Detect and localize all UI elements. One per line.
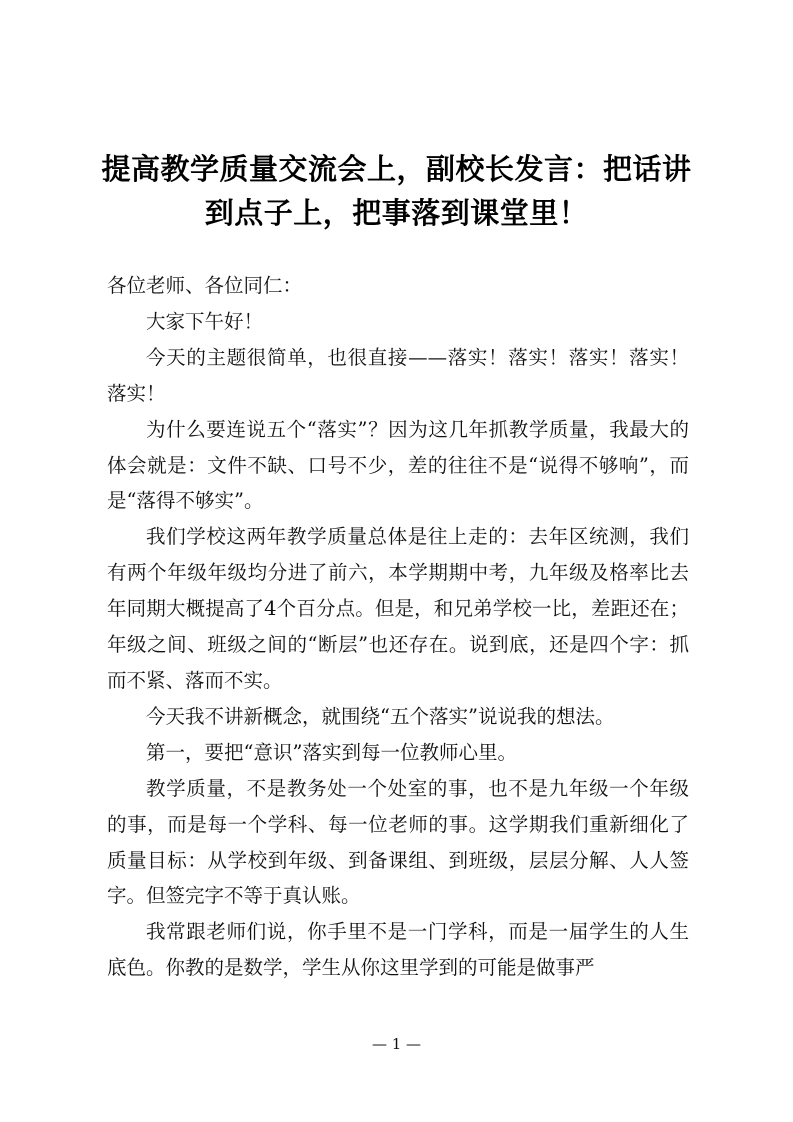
paragraph: 为什么要连说五个“落实”？因为这几年抓教学质量，我最大的体会就是：文件不缺、口号不少，差的往往不是“说得不够响”，而是“落得不够实”。 [107, 417, 689, 513]
paragraph: 今天的主题很简单，也很直接——落实！落实！落实！落实！落实！ [107, 345, 689, 405]
document-body [107, 268, 689, 986]
document-title: 提高教学质量交流会上，副校长发言：把话讲到点子上，把事落到课堂里！ [101, 152, 692, 230]
paragraph: 我常跟老师们说，你手里不是一门学科，而是一届学生的人生底色。你教的是数学，学生从你这里学到的可能是做事严 [107, 920, 689, 980]
paragraph: 教学质量，不是教务处一个处室的事，也不是九年级一个年级的事，而是每一个学科、每一位老师的事。这学期我们重新细化了质量目标：从学校到年级、到备课组、到班级，层层分解、人人签字。但签完字不等于真认账。 [107, 776, 689, 908]
section-heading: 第一，要把“意识”落实到每一位教师心里。 [146, 740, 517, 764]
paragraph: 我们学校这两年教学质量总体是往上走的：去年区统测，我们有两个年级年级均分进了前六，本学期期中考，九年级及格率比去年同期大概提高了4个百分点。但是，和兄弟学校一比，差距还在；年级之间、班级之间的“断层”也还存在。说到底，还是四个字：抓而不紧、落而不实。 [107, 525, 689, 692]
paragraph: 大家下午好！ [146, 309, 264, 333]
salutation: 各位老师、各位同仁： [107, 274, 303, 297]
page-number: — 1 — [371, 1035, 422, 1053]
paragraph: 今天我不讲新概念，就围绕“五个落实”说说我的想法。 [146, 704, 615, 728]
